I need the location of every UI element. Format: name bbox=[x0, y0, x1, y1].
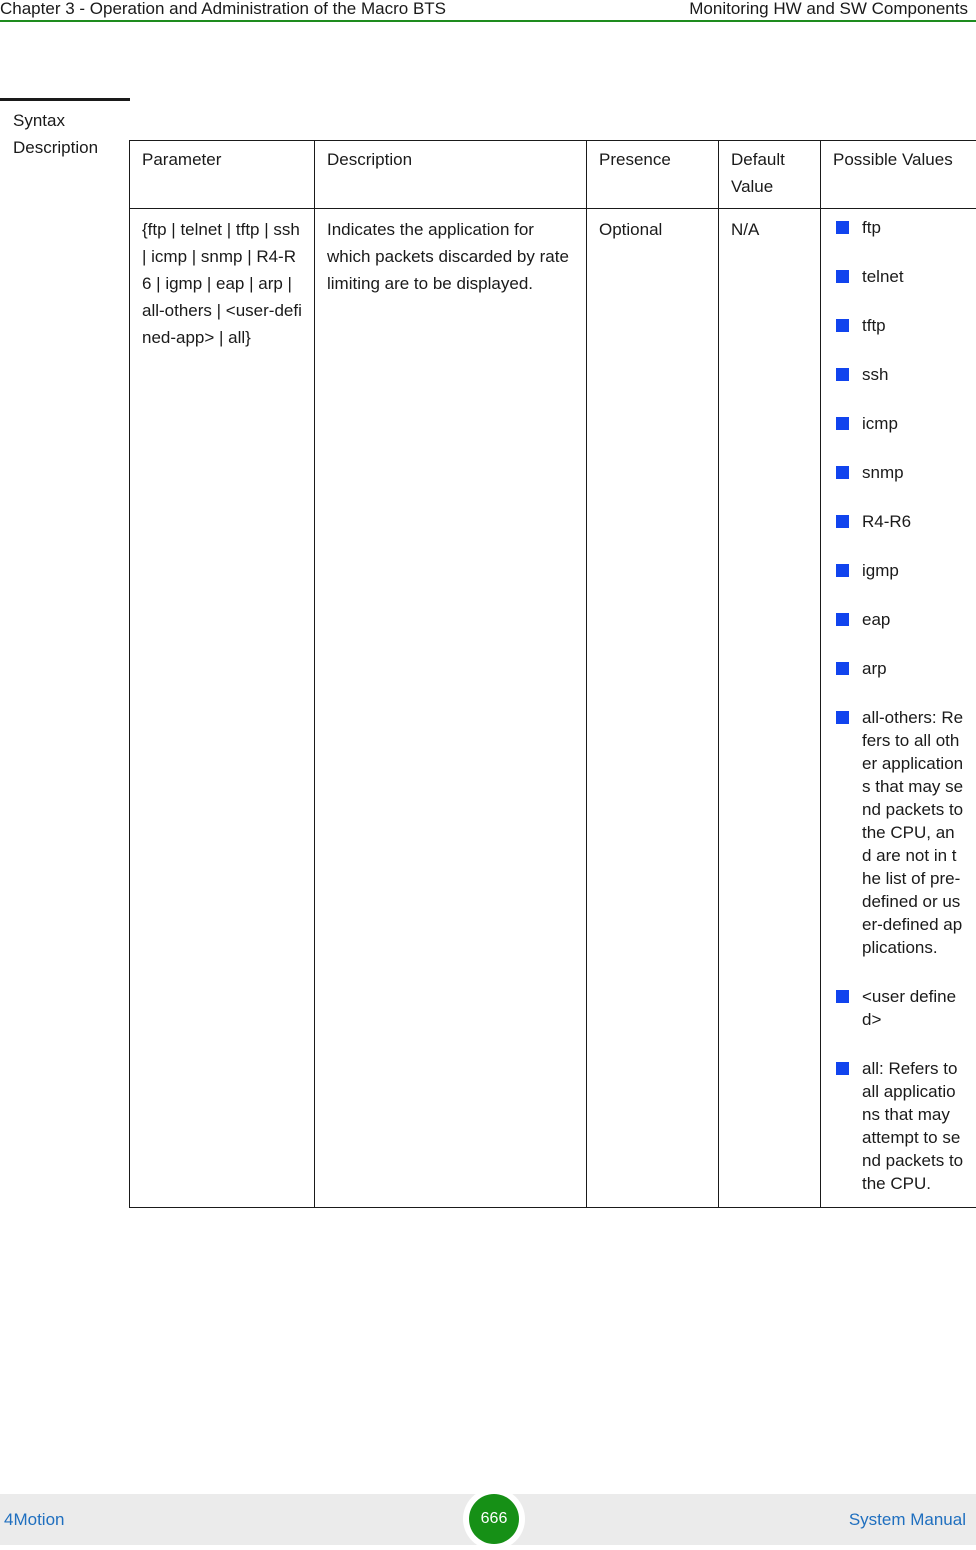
table-header-row bbox=[130, 141, 976, 209]
list-item bbox=[833, 559, 964, 582]
parameter-cell: {ftp | telnet | tftp | ssh | icmp | snmp | R4-R6 | igmp | eap | arp | all-others | <user-defined-app> | all} bbox=[130, 209, 315, 1208]
default-value-cell: N/A bbox=[719, 209, 821, 1208]
footer-manual-title: System Manual bbox=[849, 1510, 966, 1530]
list-item bbox=[833, 461, 964, 484]
square-bullet-icon bbox=[836, 221, 849, 234]
page-footer bbox=[0, 1494, 976, 1545]
page-number-badge bbox=[463, 1488, 525, 1550]
square-bullet-icon bbox=[836, 417, 849, 430]
header-section-title: Monitoring HW and SW Components bbox=[689, 0, 968, 17]
column-header: Parameter bbox=[130, 141, 315, 209]
list-item-text: R4-R6 bbox=[862, 512, 911, 531]
square-bullet-icon bbox=[836, 319, 849, 332]
list-item bbox=[833, 216, 964, 239]
list-item bbox=[833, 706, 964, 959]
list-item-text: ftp bbox=[862, 218, 881, 237]
square-bullet-icon bbox=[836, 515, 849, 528]
table-row bbox=[130, 209, 976, 1208]
square-bullet-icon bbox=[836, 270, 849, 283]
list-item bbox=[833, 363, 964, 386]
list-item-text: eap bbox=[862, 610, 890, 629]
list-item bbox=[833, 657, 964, 680]
possible-values-list bbox=[833, 216, 964, 1195]
list-item-text: icmp bbox=[862, 414, 898, 433]
description-cell: Indicates the application for which packets discarded by rate limiting are to be displayed. bbox=[315, 209, 587, 1208]
list-item-text: ssh bbox=[862, 365, 888, 384]
presence-cell: Optional bbox=[587, 209, 719, 1208]
list-item bbox=[833, 412, 964, 435]
square-bullet-icon bbox=[836, 613, 849, 626]
page-header bbox=[0, 0, 976, 22]
square-bullet-icon bbox=[836, 662, 849, 675]
footer-product-name: 4Motion bbox=[4, 1510, 64, 1530]
list-item-text: all-others: Refers to all other applications that may send packets to the CPU, and are not in the list of pre-defined or user-defined applications. bbox=[862, 708, 963, 957]
column-header: Presence bbox=[587, 141, 719, 209]
list-item-text: arp bbox=[862, 659, 887, 678]
list-item bbox=[833, 985, 964, 1031]
square-bullet-icon bbox=[836, 990, 849, 1003]
list-item bbox=[833, 314, 964, 337]
column-header: Description bbox=[315, 141, 587, 209]
list-item-text: all: Refers to all applications that may attempt to send packets to the CPU. bbox=[862, 1059, 963, 1193]
square-bullet-icon bbox=[836, 711, 849, 724]
column-header: Default Value bbox=[719, 141, 821, 209]
list-item bbox=[833, 265, 964, 288]
possible-values-cell bbox=[821, 209, 976, 1208]
list-item-text: snmp bbox=[862, 463, 904, 482]
square-bullet-icon bbox=[836, 466, 849, 479]
page-number: 666 bbox=[469, 1494, 519, 1544]
square-bullet-icon bbox=[836, 368, 849, 381]
side-label-rule bbox=[0, 98, 130, 101]
list-item bbox=[833, 1057, 964, 1195]
list-item-text: <user defined> bbox=[862, 987, 956, 1029]
list-item bbox=[833, 608, 964, 631]
list-item-text: telnet bbox=[862, 267, 904, 286]
square-bullet-icon bbox=[836, 564, 849, 577]
syntax-description-label: Syntax Description bbox=[13, 107, 123, 161]
list-item-text: tftp bbox=[862, 316, 886, 335]
list-item-text: igmp bbox=[862, 561, 899, 580]
list-item bbox=[833, 510, 964, 533]
parameters-table bbox=[129, 140, 976, 1208]
header-chapter-title: Chapter 3 - Operation and Administration of the Macro BTS bbox=[0, 0, 446, 17]
column-header: Possible Values bbox=[821, 141, 976, 209]
header-divider bbox=[0, 20, 976, 22]
square-bullet-icon bbox=[836, 1062, 849, 1075]
